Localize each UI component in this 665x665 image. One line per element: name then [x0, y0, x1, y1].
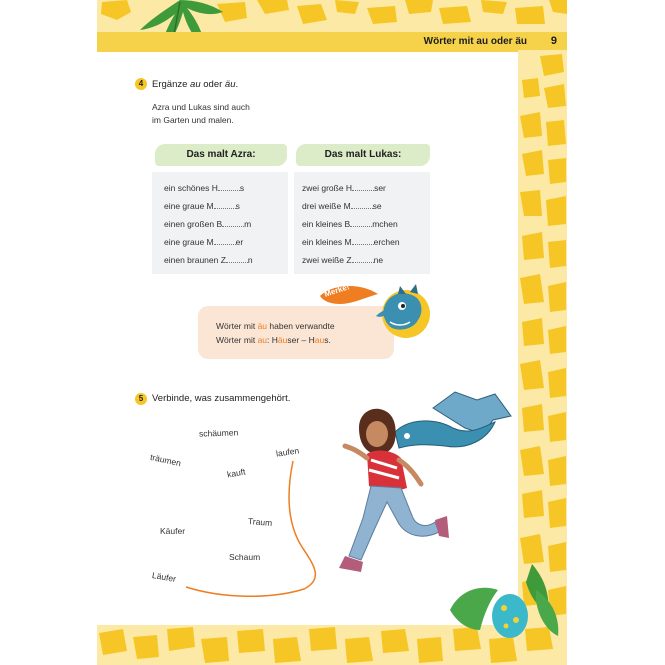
lukas-word-list: [294, 172, 430, 274]
lukas-row-4[interactable]: ein kleines M erchen: [302, 237, 400, 247]
task-5-instruction: Verbinde, was zusammengehört.: [152, 393, 291, 404]
header-bar: [97, 32, 567, 52]
page-number: 9: [550, 35, 557, 47]
azra-row-4[interactable]: eine graue M er: [164, 237, 244, 247]
lukas-column-title: Das malt Lukas:: [296, 144, 430, 166]
word-kaeufer[interactable]: Käufer: [160, 526, 186, 536]
azra-column-title: Das malt Azra:: [155, 144, 287, 166]
header-title: Wörter mit au oder äu: [423, 36, 527, 47]
lukas-row-5[interactable]: zwei weiße Z ne: [302, 255, 384, 265]
instruction-mid: oder: [203, 79, 223, 90]
lukas-row-3[interactable]: ein kleines B mchen: [302, 219, 398, 229]
azra-word-list: [152, 172, 288, 274]
instruction-au: au: [190, 79, 201, 90]
azra-row-5[interactable]: einen braunen Z n: [164, 255, 253, 265]
girl-with-dragon-illustration: [335, 388, 515, 586]
word-laufen[interactable]: laufen: [275, 445, 300, 459]
intro-line-1: Azra und Lukas sind auch: [152, 102, 250, 112]
word-laeufer[interactable]: Läufer: [151, 569, 177, 585]
azra-row-1[interactable]: ein schönes H s: [164, 183, 245, 193]
word-schaeumen[interactable]: schäumen: [198, 427, 239, 439]
instruction-prefix: Ergänze: [152, 79, 188, 90]
task-4-intro: [152, 101, 250, 127]
task-4-badge: 4: [135, 78, 147, 90]
word-schaum[interactable]: Schaum: [229, 552, 261, 562]
azra-row-3[interactable]: einen großen B m: [164, 219, 252, 229]
word-traeumen[interactable]: träumen: [149, 451, 182, 469]
tip-line-1: Wörter mit äu haben verwandte: [216, 321, 335, 331]
lukas-row-2[interactable]: drei weiße M se: [302, 201, 382, 211]
instruction-aeu: äu: [224, 79, 236, 90]
lukas-row-1[interactable]: zwei große H ser: [302, 183, 386, 193]
azra-row-2[interactable]: eine graue M s: [164, 201, 240, 211]
instruction-suffix: .: [235, 79, 239, 90]
intro-line-2: im Garten und malen.: [152, 115, 234, 125]
task-5-badge: 5: [135, 393, 147, 405]
giraffe-pattern-right: [518, 50, 567, 630]
tip-label: Merke!: [323, 282, 351, 299]
tip-line-2: Wörter mit au: Häuser – Haus.: [216, 335, 331, 345]
word-kauft[interactable]: kauft: [226, 466, 247, 480]
example-connection-line: [180, 455, 330, 600]
task-4-instruction: [152, 79, 238, 90]
word-traum[interactable]: Traum: [247, 515, 273, 529]
